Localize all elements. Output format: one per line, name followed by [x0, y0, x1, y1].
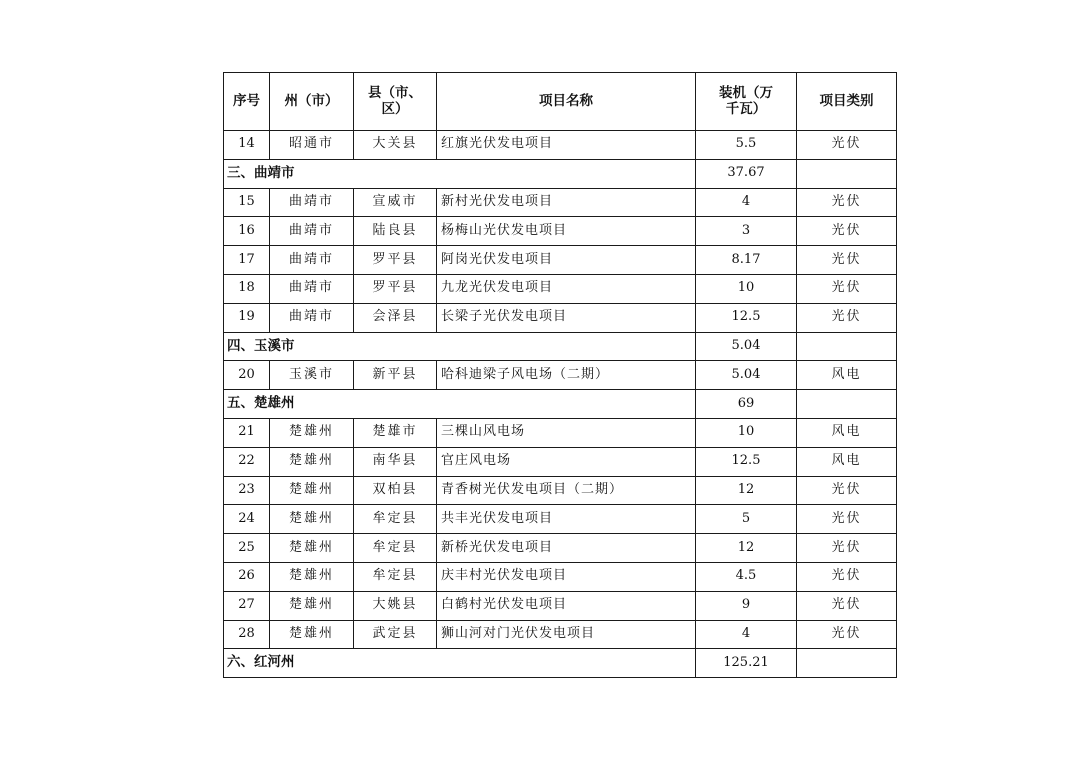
cell-capacity: 9 [696, 591, 797, 620]
cell-prefecture: 楚雄州 [270, 562, 354, 591]
cell-county: 大姚县 [354, 591, 437, 620]
cell-capacity: 10 [696, 418, 797, 447]
cell-capacity: 10 [696, 274, 797, 303]
section-row [224, 159, 897, 188]
section-category-empty [797, 159, 897, 188]
cell-seq: 22 [224, 447, 270, 476]
cell-project-name: 长梁子光伏发电项目 [437, 303, 696, 332]
cell-category: 光伏 [797, 620, 897, 649]
project-table [223, 72, 897, 678]
cell-seq: 28 [224, 620, 270, 649]
header-county: 县（市、区） [354, 73, 437, 131]
cell-capacity: 3 [696, 217, 797, 246]
cell-prefecture: 楚雄州 [270, 620, 354, 649]
table-row [224, 620, 897, 649]
cell-prefecture: 昭通市 [270, 131, 354, 160]
cell-category: 光伏 [797, 534, 897, 563]
cell-category: 风电 [797, 447, 897, 476]
cell-capacity: 5 [696, 505, 797, 534]
section-row [224, 332, 897, 361]
cell-prefecture: 曲靖市 [270, 217, 354, 246]
cell-seq: 17 [224, 246, 270, 275]
cell-prefecture: 曲靖市 [270, 188, 354, 217]
cell-project-name: 狮山河对门光伏发电项目 [437, 620, 696, 649]
cell-prefecture: 楚雄州 [270, 476, 354, 505]
cell-capacity: 8.17 [696, 246, 797, 275]
header-seq: 序号 [224, 73, 270, 131]
cell-capacity: 12 [696, 476, 797, 505]
cell-county: 大关县 [354, 131, 437, 160]
section-label: 五、楚雄州 [224, 390, 696, 419]
cell-county: 武定县 [354, 620, 437, 649]
section-capacity: 125.21 [696, 649, 797, 678]
cell-category: 光伏 [797, 505, 897, 534]
table-row [224, 303, 897, 332]
cell-category: 风电 [797, 418, 897, 447]
cell-category: 风电 [797, 361, 897, 390]
cell-project-name: 三棵山风电场 [437, 418, 696, 447]
cell-capacity: 5.5 [696, 131, 797, 160]
section-label: 六、红河州 [224, 649, 696, 678]
cell-seq: 14 [224, 131, 270, 160]
section-row [224, 390, 897, 419]
section-category-empty [797, 332, 897, 361]
cell-seq: 26 [224, 562, 270, 591]
cell-project-name: 杨梅山光伏发电项目 [437, 217, 696, 246]
table-row [224, 418, 897, 447]
cell-seq: 20 [224, 361, 270, 390]
cell-seq: 24 [224, 505, 270, 534]
section-row [224, 649, 897, 678]
cell-project-name: 新桥光伏发电项目 [437, 534, 696, 563]
cell-seq: 23 [224, 476, 270, 505]
cell-prefecture: 楚雄州 [270, 591, 354, 620]
cell-county: 双柏县 [354, 476, 437, 505]
table-row [224, 447, 897, 476]
cell-project-name: 阿岗光伏发电项目 [437, 246, 696, 275]
table-row [224, 505, 897, 534]
cell-project-name: 官庄风电场 [437, 447, 696, 476]
cell-prefecture: 楚雄州 [270, 447, 354, 476]
cell-prefecture: 玉溪市 [270, 361, 354, 390]
table-row [224, 361, 897, 390]
cell-seq: 15 [224, 188, 270, 217]
cell-county: 新平县 [354, 361, 437, 390]
section-capacity: 5.04 [696, 332, 797, 361]
table-header-row [224, 73, 897, 131]
cell-category: 光伏 [797, 476, 897, 505]
table-row [224, 534, 897, 563]
cell-seq: 19 [224, 303, 270, 332]
cell-prefecture: 楚雄州 [270, 505, 354, 534]
cell-county: 宣威市 [354, 188, 437, 217]
cell-capacity: 12.5 [696, 447, 797, 476]
cell-capacity: 4.5 [696, 562, 797, 591]
cell-capacity: 4 [696, 620, 797, 649]
header-project-name: 项目名称 [437, 73, 696, 131]
table-row [224, 188, 897, 217]
cell-prefecture: 楚雄州 [270, 534, 354, 563]
cell-category: 光伏 [797, 217, 897, 246]
table-row [224, 246, 897, 275]
cell-project-name: 新村光伏发电项目 [437, 188, 696, 217]
cell-project-name: 共丰光伏发电项目 [437, 505, 696, 534]
cell-category: 光伏 [797, 131, 897, 160]
cell-prefecture: 曲靖市 [270, 274, 354, 303]
section-category-empty [797, 390, 897, 419]
cell-project-name: 哈科迪梁子风电场（二期） [437, 361, 696, 390]
cell-county: 牟定县 [354, 534, 437, 563]
cell-county: 楚雄市 [354, 418, 437, 447]
header-category: 项目类别 [797, 73, 897, 131]
cell-seq: 25 [224, 534, 270, 563]
cell-project-name: 青香树光伏发电项目（二期） [437, 476, 696, 505]
section-capacity: 69 [696, 390, 797, 419]
table-row [224, 131, 897, 160]
cell-category: 光伏 [797, 303, 897, 332]
cell-capacity: 5.04 [696, 361, 797, 390]
cell-capacity: 12.5 [696, 303, 797, 332]
cell-seq: 21 [224, 418, 270, 447]
cell-county: 会泽县 [354, 303, 437, 332]
cell-category: 光伏 [797, 562, 897, 591]
cell-seq: 18 [224, 274, 270, 303]
cell-county: 南华县 [354, 447, 437, 476]
cell-county: 牟定县 [354, 505, 437, 534]
cell-capacity: 12 [696, 534, 797, 563]
table-row [224, 591, 897, 620]
cell-project-name: 九龙光伏发电项目 [437, 274, 696, 303]
cell-project-name: 庆丰村光伏发电项目 [437, 562, 696, 591]
table-row [224, 562, 897, 591]
cell-county: 罗平县 [354, 246, 437, 275]
section-capacity: 37.67 [696, 159, 797, 188]
table-body [224, 131, 897, 678]
cell-county: 牟定县 [354, 562, 437, 591]
cell-category: 光伏 [797, 188, 897, 217]
cell-category: 光伏 [797, 274, 897, 303]
cell-prefecture: 楚雄州 [270, 418, 354, 447]
table-row [224, 217, 897, 246]
cell-category: 光伏 [797, 591, 897, 620]
cell-county: 陆良县 [354, 217, 437, 246]
cell-category: 光伏 [797, 246, 897, 275]
cell-capacity: 4 [696, 188, 797, 217]
cell-county: 罗平县 [354, 274, 437, 303]
cell-project-name: 红旗光伏发电项目 [437, 131, 696, 160]
cell-project-name: 白鹤村光伏发电项目 [437, 591, 696, 620]
cell-seq: 16 [224, 217, 270, 246]
cell-prefecture: 曲靖市 [270, 246, 354, 275]
cell-prefecture: 曲靖市 [270, 303, 354, 332]
table-row [224, 274, 897, 303]
table-row [224, 476, 897, 505]
section-label: 三、曲靖市 [224, 159, 696, 188]
section-label: 四、玉溪市 [224, 332, 696, 361]
header-prefecture: 州（市） [270, 73, 354, 131]
cell-seq: 27 [224, 591, 270, 620]
header-capacity: 装机（万千瓦） [696, 73, 797, 131]
section-category-empty [797, 649, 897, 678]
